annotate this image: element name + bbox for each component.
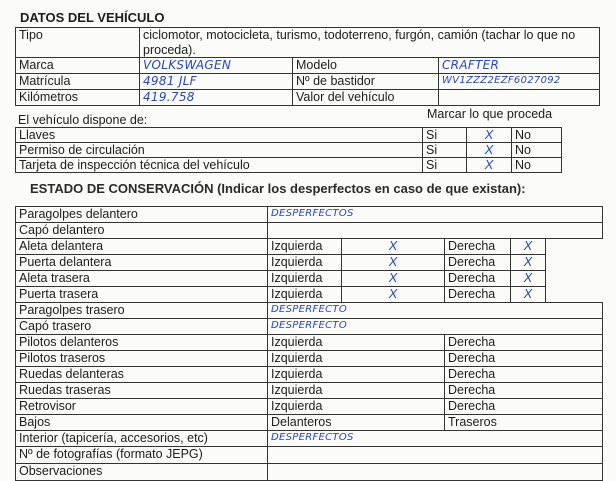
tarjeta-mark[interactable]: X: [466, 157, 512, 173]
aleta-tras-izq: Izquierda: [267, 270, 342, 287]
aleta-del-izq-mark[interactable]: X: [341, 238, 445, 255]
paragolpes-del-label: Paragolpes delantero: [15, 206, 268, 223]
llaves-mark[interactable]: X: [466, 127, 512, 143]
tarjeta-label: Tarjeta de inspección técnica del vehículo: [15, 157, 423, 173]
observaciones-label: Observaciones: [15, 463, 268, 481]
aleta-del-label: Aleta delantera: [15, 238, 268, 255]
dispone-title: El vehículo dispone de:: [18, 113, 148, 127]
puerta-del-label: Puerta delantera: [15, 254, 268, 271]
interior-label: Interior (tapicería, accesorios, etc): [15, 430, 268, 447]
puerta-tras-label: Puerta trasera: [15, 286, 268, 303]
marca-value[interactable]: VOLKSWAGEN: [139, 57, 293, 74]
tipo-label: Tipo: [15, 27, 140, 58]
aleta-tras-label: Aleta trasera: [15, 270, 268, 287]
aleta-del-izq: Izquierda: [267, 238, 342, 255]
puerta-tras-der-mark[interactable]: X: [510, 286, 546, 303]
km-label: Kilómetros: [15, 89, 140, 106]
valor-value[interactable]: [438, 89, 600, 106]
ruedas-tras-der: Derecha: [444, 382, 603, 399]
capo-tras-value[interactable]: DESPERFECTO: [267, 318, 603, 335]
valor-label: Valor del vehículo: [292, 89, 439, 106]
aleta-tras-der-mark[interactable]: X: [510, 270, 546, 287]
pilotos-tras-label: Pilotos traseros: [15, 350, 268, 367]
ruedas-del-izq: Izquierda: [267, 366, 445, 383]
llaves-label: Llaves: [15, 127, 423, 143]
ruedas-tras-label: Ruedas traseras: [15, 382, 268, 399]
pilotos-del-der: Derecha: [444, 334, 603, 351]
pilotos-del-izq: Izquierda: [267, 334, 445, 351]
permiso-label: Permiso de circulación: [15, 142, 423, 158]
paragolpes-tras-value[interactable]: DESPERFECTO: [267, 302, 603, 319]
matricula-label: Matrícula: [15, 73, 140, 90]
fotos-value[interactable]: [267, 446, 603, 464]
llaves-no: No: [511, 127, 562, 143]
retrovisor-der: Derecha: [444, 398, 603, 415]
bajos-label: Bajos: [15, 414, 268, 431]
aleta-tras-izq-mark[interactable]: X: [341, 270, 445, 287]
matricula-value[interactable]: 4981 JLF: [139, 73, 293, 90]
modelo-value[interactable]: CRAFTER: [438, 57, 600, 74]
puerta-tras-izq: Izquierda: [267, 286, 342, 303]
bastidor-value[interactable]: WV1ZZZ2EZF6027092: [438, 73, 600, 90]
puerta-del-izq: Izquierda: [267, 254, 342, 271]
permiso-no: No: [511, 142, 562, 158]
aleta-tras-der: Derecha: [444, 270, 511, 287]
bastidor-label: Nº de bastidor: [292, 73, 439, 90]
permiso-si: Si: [422, 142, 467, 158]
puerta-del-der: Derecha: [444, 254, 511, 271]
tipo-value: ciclomotor, motocicleta, turismo, todoterreno, furgón, camión (tachar lo que no proceda).: [139, 27, 600, 58]
datos-title: DATOS DEL VEHÍCULO: [20, 10, 165, 25]
marca-label: Marca: [15, 57, 140, 74]
llaves-si: Si: [422, 127, 467, 143]
fotos-label: Nº de fotografías (formato JEPG): [15, 446, 268, 464]
bajos-traseros: Traseros: [444, 414, 603, 431]
pilotos-tras-der: Derecha: [444, 350, 603, 367]
observaciones-value[interactable]: [267, 463, 603, 481]
ruedas-del-der: Derecha: [444, 366, 603, 383]
aleta-del-der: Derecha: [444, 238, 511, 255]
pilotos-tras-izq: Izquierda: [267, 350, 445, 367]
puerta-tras-der: Derecha: [444, 286, 511, 303]
interior-value[interactable]: DESPERFECTOS: [267, 430, 603, 447]
retrovisor-izq: Izquierda: [267, 398, 445, 415]
paragolpes-del-value[interactable]: DESPERFECTOS: [267, 206, 603, 223]
modelo-label: Modelo: [292, 57, 439, 74]
km-value[interactable]: 419.758: [139, 89, 293, 106]
puerta-del-der-mark[interactable]: X: [510, 254, 546, 271]
paragolpes-tras-label: Paragolpes trasero: [15, 302, 268, 319]
capo-del-label: Capó delantero: [15, 222, 268, 239]
capo-del-value[interactable]: [267, 222, 603, 239]
puerta-tras-izq-mark[interactable]: X: [341, 286, 445, 303]
ruedas-tras-izq: Izquierda: [267, 382, 445, 399]
ruedas-del-label: Ruedas delanteras: [15, 366, 268, 383]
tarjeta-si: Si: [422, 157, 467, 173]
bajos-delanteros: Delanteros: [267, 414, 445, 431]
tarjeta-no: No: [511, 157, 562, 173]
puerta-del-izq-mark[interactable]: X: [341, 254, 445, 271]
capo-tras-label: Capó trasero: [15, 318, 268, 335]
aleta-del-der-mark[interactable]: X: [510, 238, 546, 255]
conservacion-title: ESTADO DE CONSERVACIÓN (Indicar los desperfectos en caso de que existan):: [30, 181, 526, 196]
retrovisor-label: Retrovisor: [15, 398, 268, 415]
permiso-mark[interactable]: X: [466, 142, 512, 158]
marcar-label: Marcar lo que proceda: [427, 107, 553, 121]
pilotos-del-label: Pilotos delanteros: [15, 334, 268, 351]
